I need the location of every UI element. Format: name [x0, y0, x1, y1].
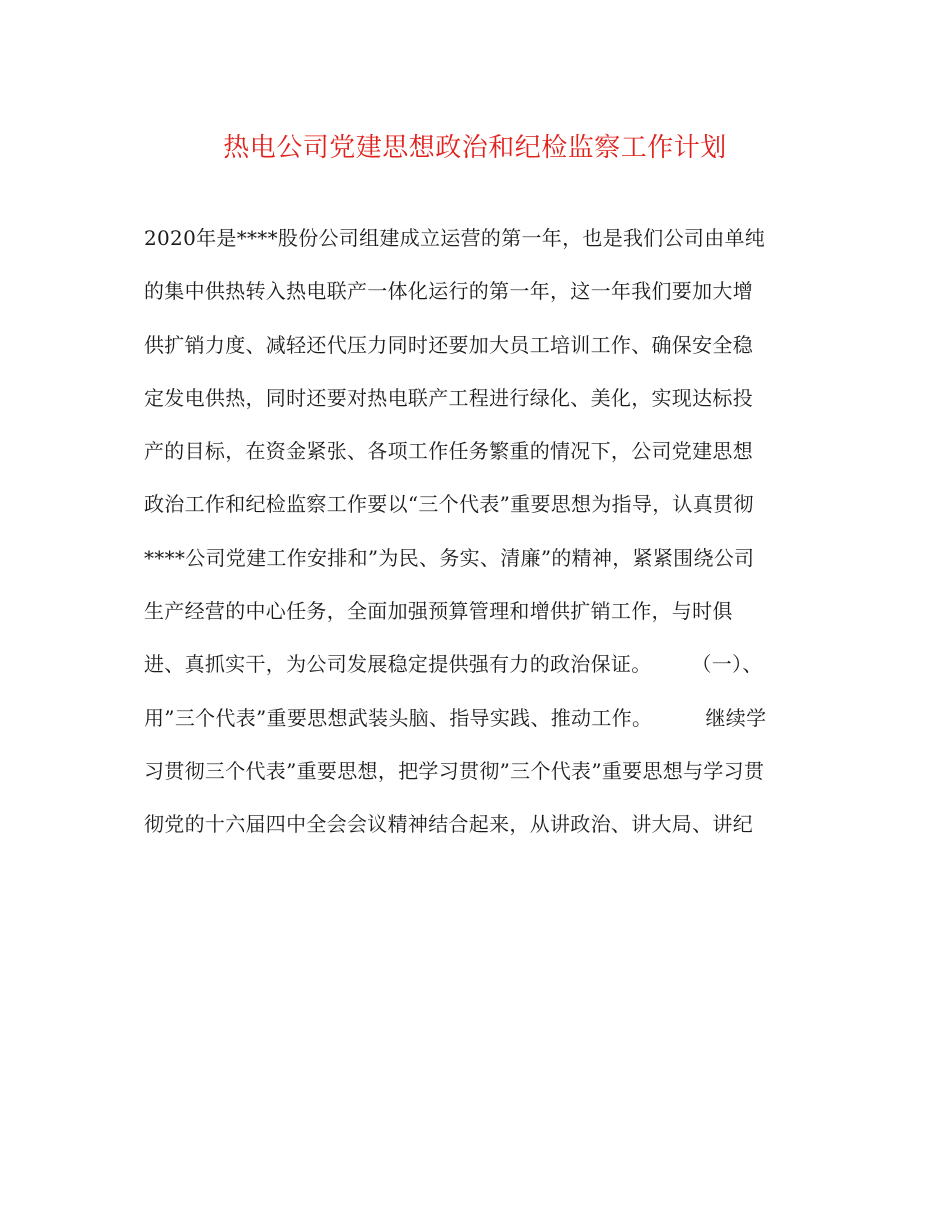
- body-line: 彻党的十六届四中全会会议精神结合起来，从讲政治、讲大局、讲纪: [144, 812, 753, 837]
- body-line: 定发电供热，同时还要对热电联产工程进行绿化、美化，实现达标投: [144, 385, 753, 410]
- document-title: 热电公司党建思想政治和纪检监察工作计划: [223, 133, 727, 163]
- body-line: 进、真抓实干，为公司发展稳定提供强有力的政治保证。 （一）、: [144, 652, 763, 677]
- body-line: 供扩销力度、减轻还代压力同时还要加大员工培训工作、确保安全稳: [144, 332, 753, 357]
- body-line: 用”三个代表”重要思想武装头脑、指导实践、推动工作。 继续学: [144, 705, 767, 730]
- body-line: ****公司党建工作安排和”为民、务实、清廉”的精神，紧紧围绕公司: [144, 545, 755, 570]
- body-line: 生产经营的中心任务，全面加强预算管理和增供扩销工作，与时俱: [144, 599, 733, 624]
- body-line: 产的目标，在资金紧张、各项工作任务繁重的情况下，公司党建思想: [144, 439, 753, 464]
- document-body: [144, 212, 844, 852]
- body-line: 2020年是****股份公司组建成立运营的第一年，也是我们公司由单纯: [144, 226, 766, 250]
- body-line: 习贯彻三个代表”重要思想，把学习贯彻”三个代表”重要思想与学习贯: [144, 758, 765, 783]
- body-line: 的集中供热转入热电联产一体化运行的第一年，这一年我们要加大增: [144, 279, 753, 304]
- body-line: 政治工作和纪检监察工作要以“三个代表”重要思想为指导，认真贯彻: [144, 492, 754, 517]
